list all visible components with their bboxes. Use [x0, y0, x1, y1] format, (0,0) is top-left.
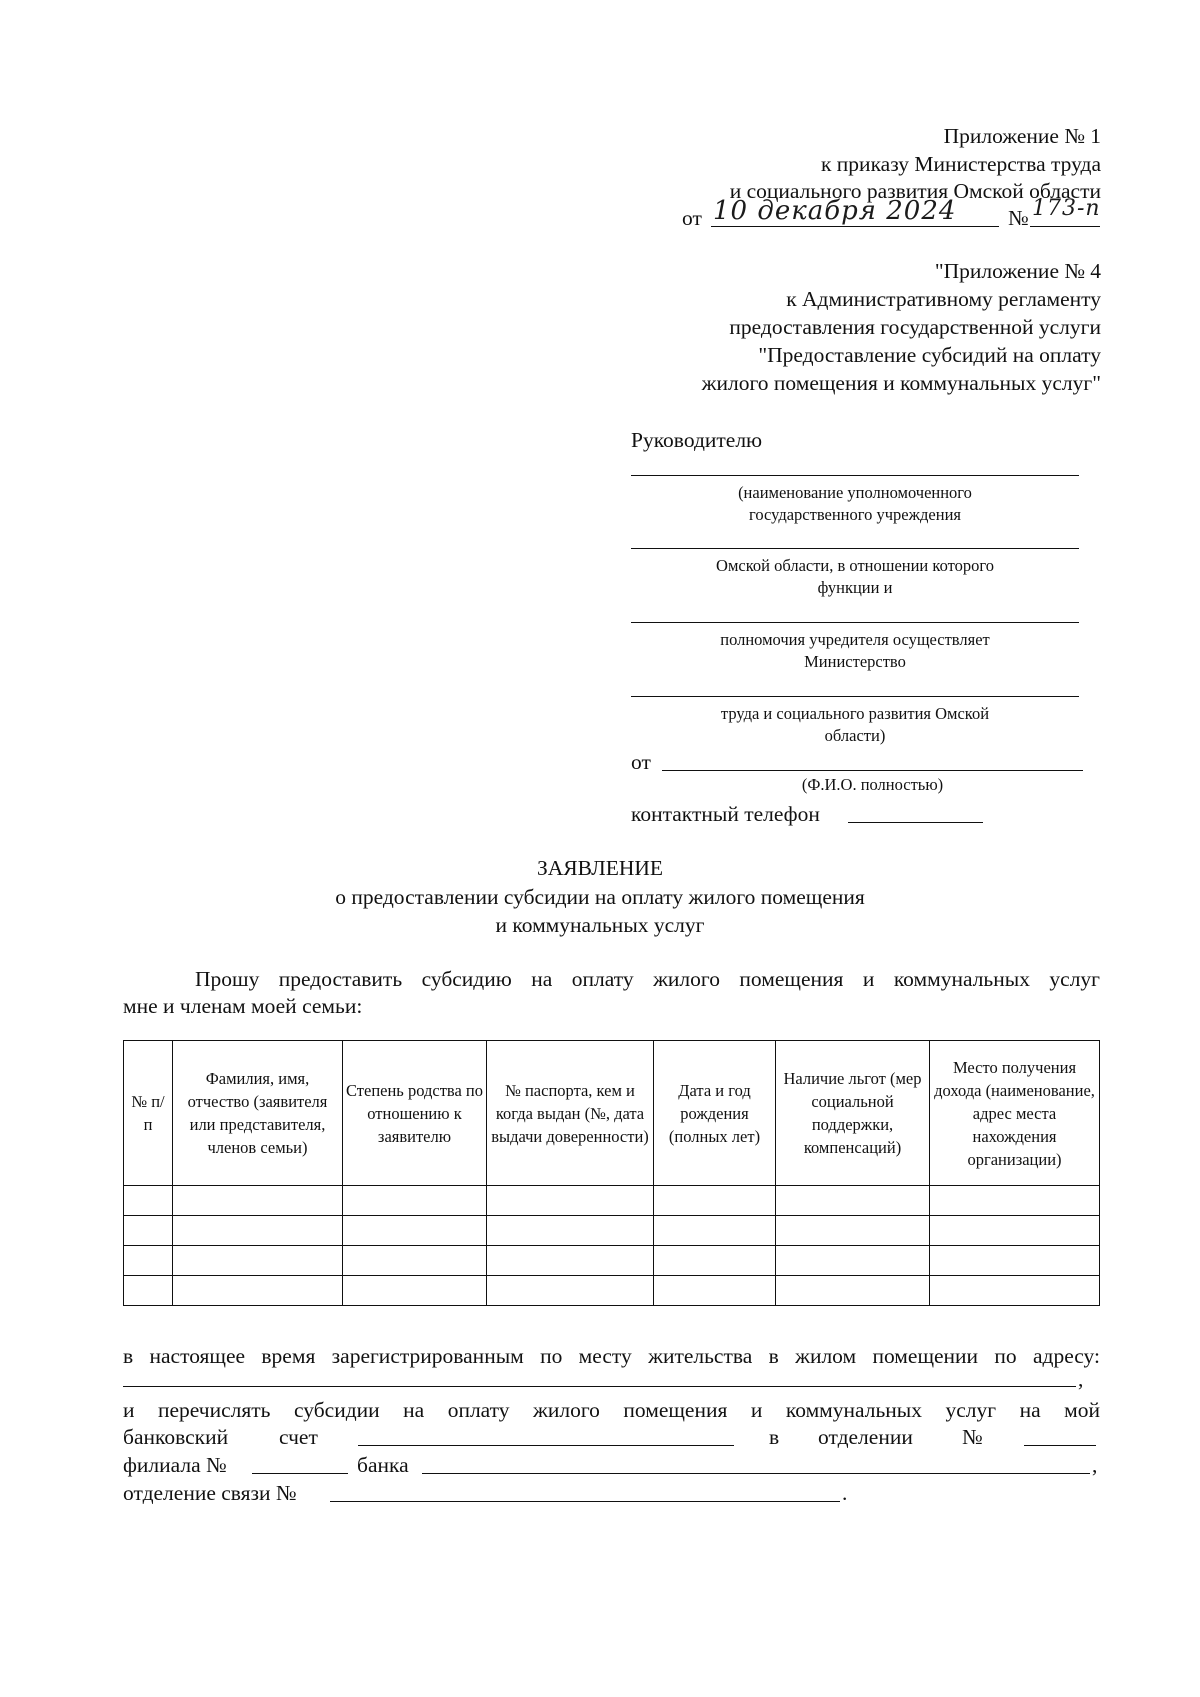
- bank-label: банка: [357, 1453, 409, 1477]
- table-cell[interactable]: [930, 1186, 1100, 1216]
- addressee-blank-4: [631, 696, 1079, 697]
- addressee-from-label: от: [631, 750, 651, 774]
- addressee-fio-caption: (Ф.И.О. полностью): [801, 775, 944, 794]
- table-cell[interactable]: [173, 1276, 343, 1306]
- addressee-caption-4b: области): [824, 726, 886, 745]
- table-cell[interactable]: [173, 1186, 343, 1216]
- appendix4-line2: к Административному регламенту: [786, 287, 1101, 311]
- table-header-row: [124, 1041, 1100, 1186]
- table-cell[interactable]: [930, 1276, 1100, 1306]
- addressee-fio-line: [662, 770, 1083, 771]
- table-row: [124, 1186, 1100, 1216]
- column-header-relation: Степень родства по отношению к заявителю: [343, 1041, 487, 1186]
- page-subtitle-1: о предоставлении субсидии на оплату жилого помещения: [335, 885, 865, 909]
- table-cell[interactable]: [776, 1186, 930, 1216]
- addressee-caption-2b: функции и: [817, 578, 893, 597]
- table-cell[interactable]: [487, 1246, 654, 1276]
- addressee-caption-4a: труда и социального развития Омской: [720, 704, 990, 723]
- table-cell[interactable]: [654, 1216, 776, 1246]
- post-office-field[interactable]: [330, 1501, 840, 1502]
- account-label: счет: [279, 1425, 318, 1449]
- appendix4-line1: "Приложение № 4: [934, 259, 1101, 283]
- table-cell[interactable]: [654, 1186, 776, 1216]
- appendix4-line5: жилого помещения и коммунальных услуг": [701, 371, 1101, 395]
- table-cell[interactable]: [124, 1276, 173, 1306]
- post-office-period: .: [842, 1481, 848, 1505]
- table-cell[interactable]: [930, 1246, 1100, 1276]
- table-cell[interactable]: [343, 1246, 487, 1276]
- table-cell[interactable]: [776, 1216, 930, 1246]
- table-cell[interactable]: [930, 1216, 1100, 1246]
- page-subtitle-2: и коммунальных услуг: [495, 913, 705, 937]
- column-header-fio: Фамилия, имя, отчество (заявителя или представителя, членов семьи): [173, 1041, 343, 1186]
- bank-field[interactable]: [422, 1473, 1090, 1474]
- table-row: [124, 1216, 1100, 1246]
- addressee-phone-label: контактный телефон: [631, 802, 820, 826]
- addressee-caption-1a: (наименование уполномоченного: [738, 483, 972, 502]
- account-field[interactable]: [358, 1445, 734, 1446]
- department-label: отделении: [818, 1425, 913, 1449]
- column-header-number: № п/п: [124, 1041, 173, 1186]
- table-cell[interactable]: [654, 1276, 776, 1306]
- post-office-label: отделение связи №: [123, 1481, 297, 1505]
- addressee-phone-line: [848, 822, 983, 823]
- header-date-handwritten: 10 декабря 2024: [713, 196, 957, 226]
- addressee-blank-2: [631, 548, 1079, 549]
- header-line3: и социального развития Омской области: [729, 179, 1101, 203]
- table-cell[interactable]: [124, 1186, 173, 1216]
- table-cell[interactable]: [487, 1216, 654, 1246]
- table-cell[interactable]: [776, 1276, 930, 1306]
- table-cell[interactable]: [487, 1186, 654, 1216]
- table-cell[interactable]: [173, 1216, 343, 1246]
- table-cell[interactable]: [776, 1246, 930, 1276]
- table-cell[interactable]: [343, 1276, 487, 1306]
- addressee-caption-2a: Омской области, в отношении которого: [716, 556, 994, 575]
- table-cell[interactable]: [343, 1216, 487, 1246]
- branch-label: филиала №: [123, 1453, 227, 1477]
- appendix4-line4: "Предоставление субсидий на оплату: [758, 343, 1101, 367]
- address-comma: ,: [1078, 1367, 1084, 1391]
- table-cell[interactable]: [124, 1246, 173, 1276]
- header-number-line: [1030, 226, 1100, 227]
- column-header-passport: № паспорта, кем и когда выдан (№, дата выдачи доверенности): [487, 1041, 654, 1186]
- column-header-income-place: Место получения дохода (наименование, адрес места нахождения организации): [930, 1041, 1100, 1186]
- branch-number-field[interactable]: [252, 1473, 348, 1474]
- addressee-caption-1b: государственного учреждения: [749, 505, 961, 524]
- department-number-field[interactable]: [1024, 1445, 1096, 1446]
- header-line2: к приказу Министерства труда: [820, 152, 1101, 176]
- appendix4-line3: предоставления государственной услуги: [729, 315, 1101, 339]
- table-cell[interactable]: [173, 1246, 343, 1276]
- bank-comma: ,: [1092, 1453, 1098, 1477]
- table-cell[interactable]: [124, 1216, 173, 1246]
- table-cell[interactable]: [654, 1246, 776, 1276]
- family-table: [123, 1040, 1100, 1306]
- page-title: ЗАЯВЛЕНИЕ: [536, 856, 664, 880]
- column-header-benefits: Наличие льгот (мер социальной поддержки, компенсаций): [776, 1041, 930, 1186]
- addressee-to: Руководителю: [631, 428, 763, 452]
- column-header-birthdate: Дата и год рождения (полных лет): [654, 1041, 776, 1186]
- bank-account-label: банковский: [123, 1425, 229, 1449]
- header-date-line: [711, 226, 999, 227]
- table-row: [124, 1246, 1100, 1276]
- in-label: в: [769, 1425, 780, 1449]
- addressee-blank-3: [631, 622, 1079, 623]
- header-number-prefix: №: [1008, 206, 1029, 230]
- registered-text: в настоящее время зарегистрированным по месту жительства в жилом помещении по адресу:: [123, 1344, 1100, 1368]
- header-number-handwritten: 173-п: [1032, 196, 1101, 221]
- department-number-sign: №: [962, 1425, 983, 1449]
- transfer-text: и перечислять субсидии на оплату жилого помещения и коммунальных услуг на мой: [123, 1398, 1100, 1422]
- header-line1: Приложение № 1: [943, 124, 1101, 148]
- addressee-caption-3a: полномочия учредителя осуществляет: [720, 630, 990, 649]
- table-row: [124, 1276, 1100, 1306]
- addressee-caption-3b: Министерство: [804, 652, 906, 671]
- header-date-prefix: от: [682, 206, 702, 230]
- address-field[interactable]: [123, 1386, 1076, 1387]
- table-cell[interactable]: [343, 1186, 487, 1216]
- addressee-blank-1: [631, 475, 1079, 476]
- request-line1: Прошу предоставить субсидию на оплату жилого помещения и коммунальных услуг: [195, 967, 1100, 991]
- request-line2: мне и членам моей семьи:: [123, 994, 363, 1018]
- table-cell[interactable]: [487, 1276, 654, 1306]
